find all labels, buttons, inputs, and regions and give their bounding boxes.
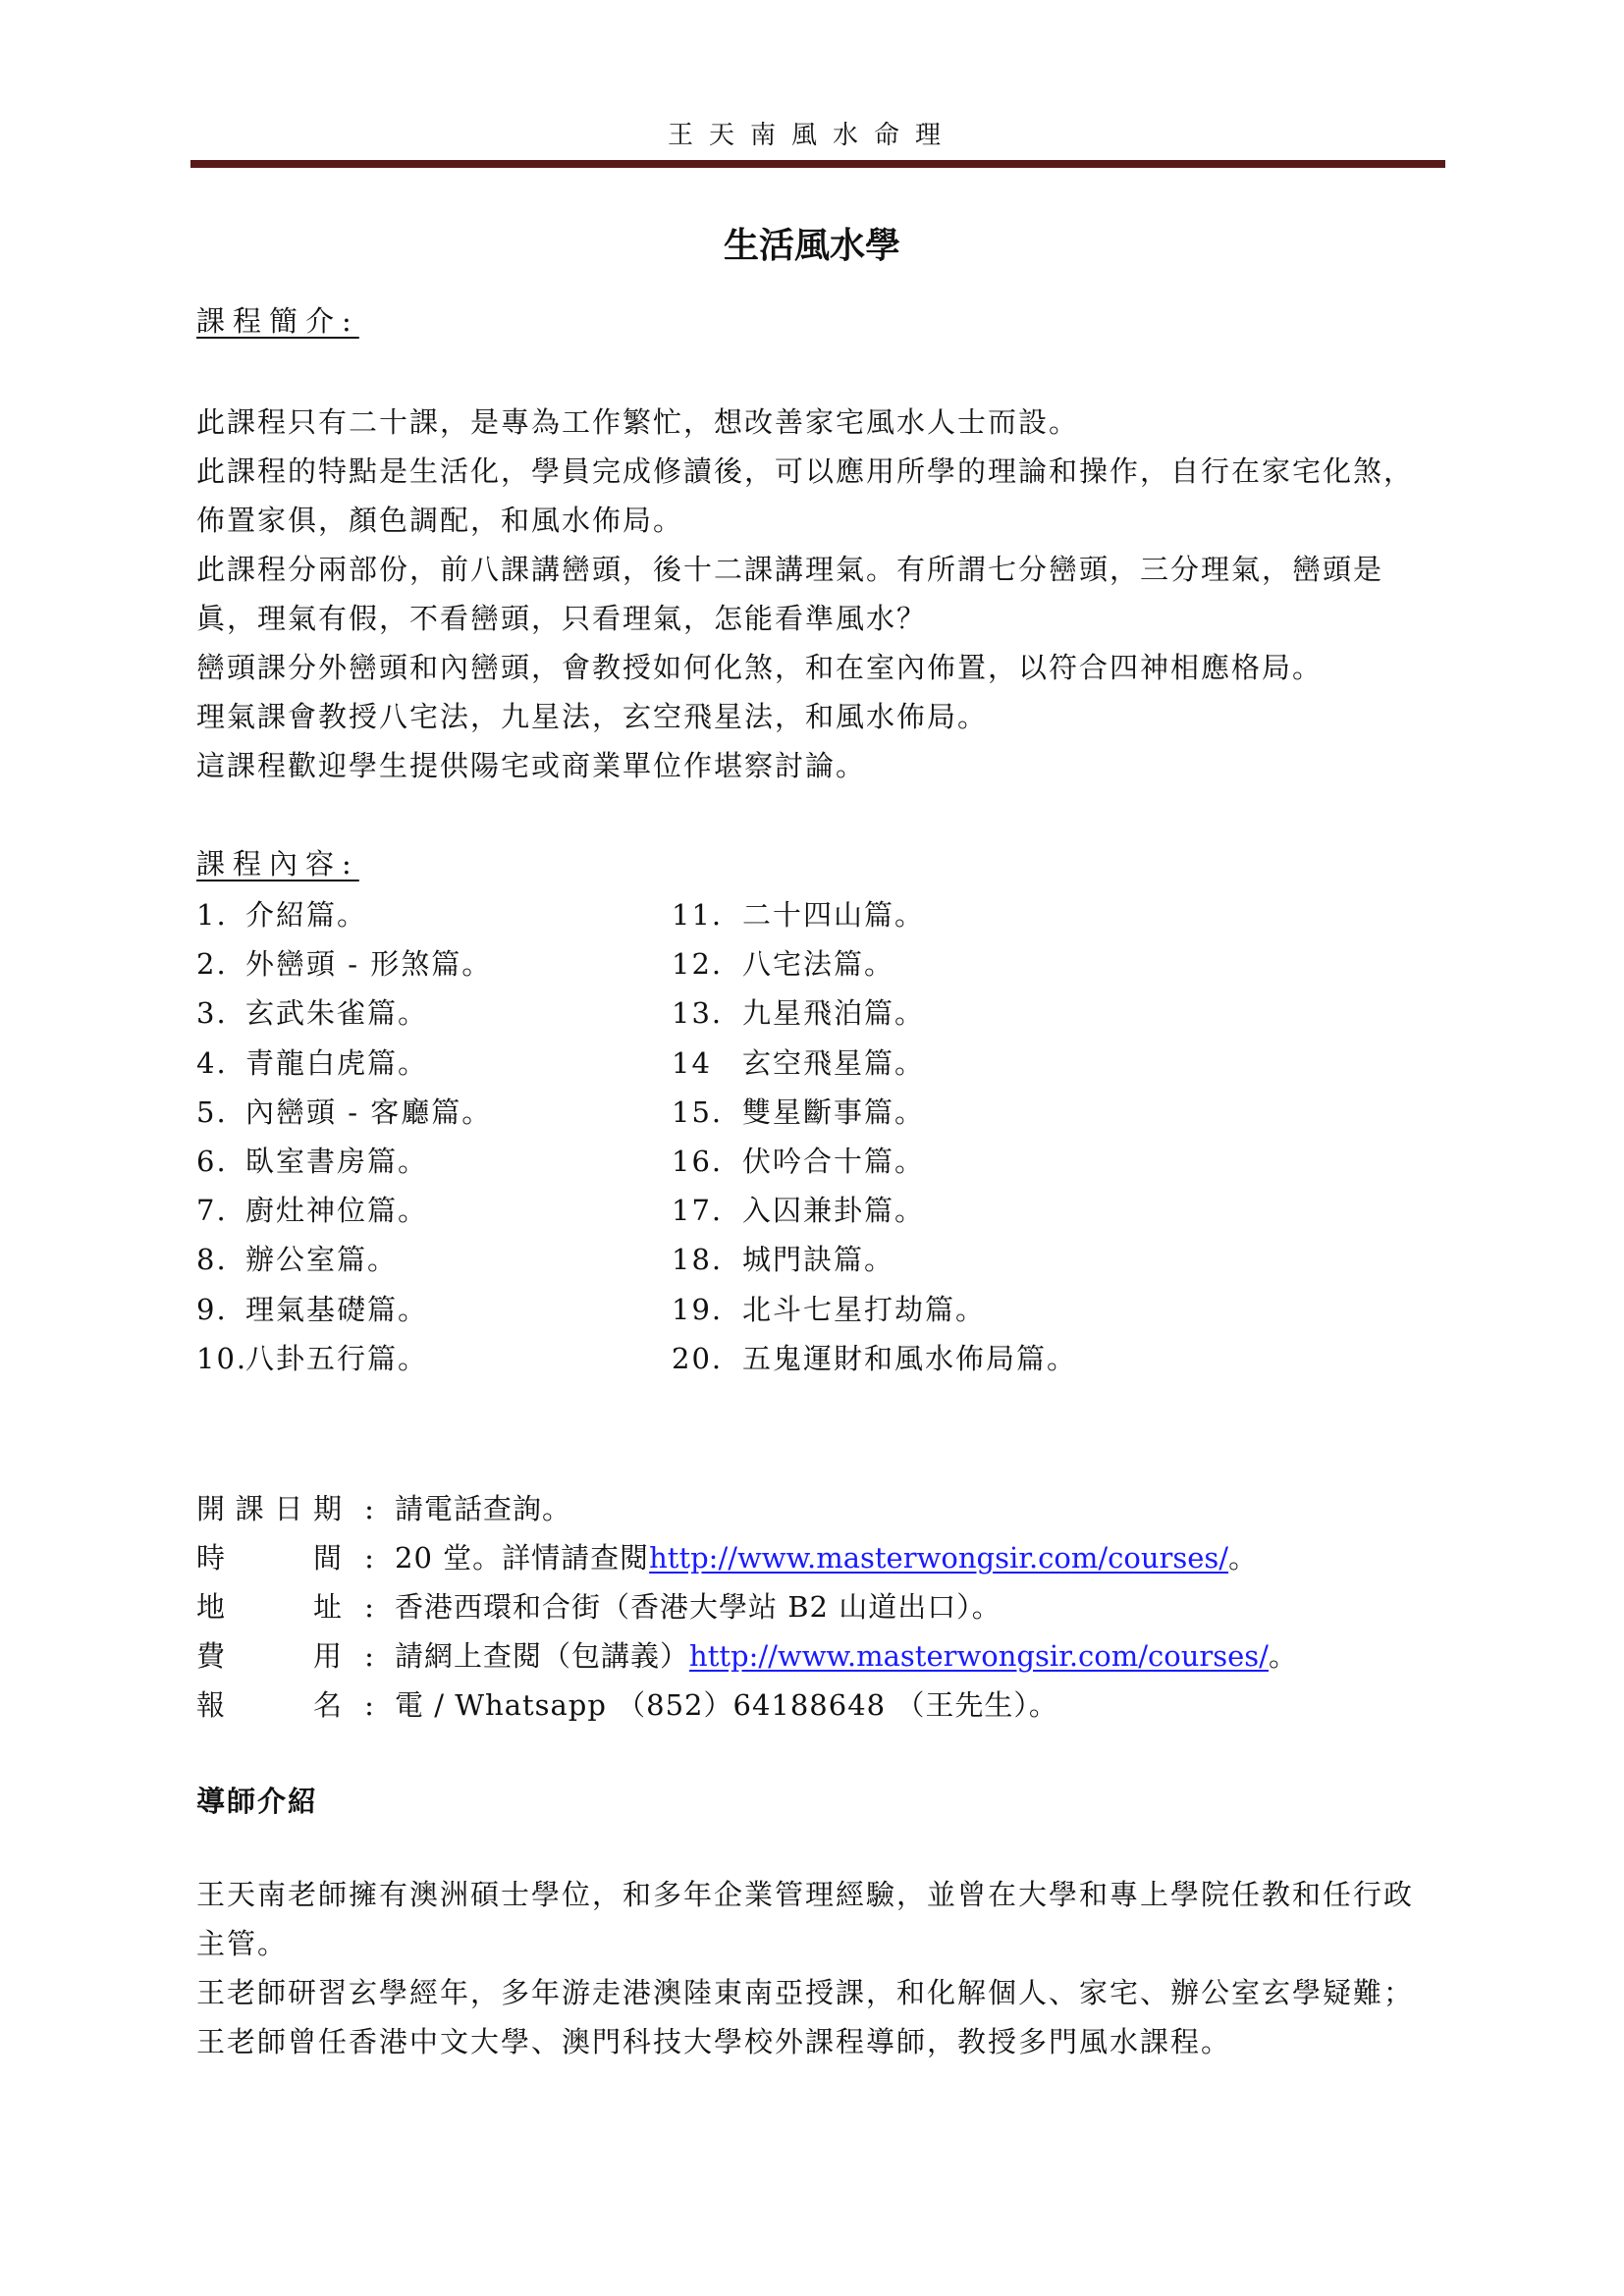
item-number: 10. xyxy=(196,1341,248,1375)
info-suffix: 。 xyxy=(1228,1541,1258,1575)
info-label: 時間 xyxy=(196,1541,344,1575)
intro-paragraph-6: 這課程歡迎學生提供陽宅或商業單位作堪察討論。 xyxy=(196,749,867,782)
info-colon: : xyxy=(364,1590,374,1624)
intro-paragraph-2: 此課程的特點是生活化，學員完成修讀後，可以應用所學的理論和操作，自行在家宅化煞，佈置家俱，顏色調配，和風水佈局。 xyxy=(196,454,1415,537)
info-colon: : xyxy=(364,1492,374,1525)
document-title: 生活風水學 xyxy=(723,225,900,266)
item-text: 玄武朱雀篇。 xyxy=(245,996,429,1031)
list-item xyxy=(196,1235,492,1284)
courses-link[interactable]: http://www.masterwongsir.com/courses/ xyxy=(649,1541,1229,1575)
item-text: 八卦五行篇。 xyxy=(245,1341,429,1375)
list-item xyxy=(672,1285,1077,1334)
intro-paragraph-3: 此課程分兩部份，前八課講巒頭，後十二課講理氣。有所謂七分巒頭，三分理氣，巒頭是眞，理氣有假，不看巒頭，只看理氣，怎能看準風水？ xyxy=(196,553,1384,635)
item-text: 五鬼運財和風水佈局篇。 xyxy=(742,1341,1078,1375)
list-item xyxy=(672,1039,1077,1088)
item-number: 3. xyxy=(196,996,228,1031)
item-text: 臥室書房篇。 xyxy=(245,1144,429,1178)
list-item xyxy=(196,988,492,1038)
info-colon: : xyxy=(364,1639,374,1673)
list-item xyxy=(196,1285,492,1334)
item-number: 16. xyxy=(672,1144,724,1178)
item-number: 1. xyxy=(196,898,228,932)
item-text: 青龍白虎篇。 xyxy=(245,1045,429,1080)
list-item xyxy=(196,1334,492,1383)
intro-heading: 課程簡介: xyxy=(196,304,359,338)
item-number: 4. xyxy=(196,1045,228,1080)
info-label: 地址 xyxy=(196,1590,344,1624)
content-heading: 課程內容: xyxy=(196,847,359,881)
item-number: 2. xyxy=(196,947,228,982)
course-list-right xyxy=(672,890,1077,1383)
list-item xyxy=(196,1088,492,1137)
info-label: 開課日期 xyxy=(196,1492,344,1525)
list-item xyxy=(196,890,492,939)
list-item xyxy=(672,1235,1077,1284)
instructor-heading: 導師介紹 xyxy=(196,1785,319,1818)
info-value: 20 堂。詳情請查閱 xyxy=(395,1541,650,1575)
item-number: 6. xyxy=(196,1144,228,1178)
item-text: 辦公室篇。 xyxy=(245,1243,399,1277)
info-suffix: 。 xyxy=(1268,1639,1297,1673)
intro-paragraph-1: 此課程只有二十課，是專為工作繁忙，想改善家宅風水人士而設。 xyxy=(196,405,1080,439)
list-item xyxy=(196,1137,492,1186)
list-item xyxy=(196,1039,492,1088)
list-item xyxy=(672,890,1077,939)
instructor-paragraph-1: 王天南老師擁有澳洲碩士學位，和多年企業管理經驗，並曾在大學和專上學院任教和任行政主管。 xyxy=(196,1878,1415,1960)
item-number: 17. xyxy=(672,1194,724,1228)
item-number: 14 xyxy=(672,1045,712,1080)
item-text: 外巒頭 - 形煞篇。 xyxy=(245,947,493,982)
item-text: 北斗七星打劫篇。 xyxy=(742,1292,987,1326)
info-value: 請電話查詢。 xyxy=(395,1492,572,1525)
list-item xyxy=(672,939,1077,988)
item-text: 玄空飛星篇。 xyxy=(742,1045,926,1080)
instructor-paragraph-2: 王老師研習玄學經年，多年游走港澳陸東南亞授課，和化解個人、家宅、辦公室玄學疑難；王老師曾任香港中文大學、澳門科技大學校外課程導師，教授多門風水課程。 xyxy=(196,1976,1415,2058)
item-text: 二十四山篇。 xyxy=(742,898,926,932)
info-label: 報名 xyxy=(196,1688,344,1722)
course-info xyxy=(196,1484,1297,1730)
info-label: 費用 xyxy=(196,1639,344,1673)
item-text: 九星飛泊篇。 xyxy=(742,996,926,1031)
item-number: 12. xyxy=(672,947,724,982)
item-number: 20. xyxy=(672,1341,724,1375)
info-row-date xyxy=(196,1484,1297,1533)
list-item xyxy=(672,1186,1077,1235)
item-number: 13. xyxy=(672,996,724,1031)
info-colon: : xyxy=(364,1541,374,1575)
page-header: 王天南風水命理 xyxy=(667,121,956,150)
course-list-left xyxy=(196,890,492,1383)
info-row-address xyxy=(196,1582,1297,1631)
item-number: 19. xyxy=(672,1292,724,1326)
info-value: 電 / Whatsapp （852）64188648 （王先生）。 xyxy=(395,1688,1058,1722)
item-text: 入囚兼卦篇。 xyxy=(742,1194,926,1228)
list-item xyxy=(672,1137,1077,1186)
item-number: 15. xyxy=(672,1095,724,1129)
info-value: 請網上查閱（包講義） xyxy=(395,1639,690,1673)
item-text: 介紹篇。 xyxy=(245,898,368,932)
item-number: 9. xyxy=(196,1292,228,1326)
item-text: 內巒頭 - 客廳篇。 xyxy=(245,1095,493,1129)
item-text: 伏吟合十篇。 xyxy=(742,1144,926,1178)
courses-link[interactable]: http://www.masterwongsir.com/courses/ xyxy=(689,1639,1269,1673)
intro-paragraph-5: 理氣課會教授八宅法，九星法，玄空飛星法，和風水佈局。 xyxy=(196,700,989,733)
header-divider xyxy=(190,160,1445,168)
list-item xyxy=(672,1334,1077,1383)
item-text: 八宅法篇。 xyxy=(742,947,895,982)
info-row-time xyxy=(196,1533,1297,1582)
info-row-fee xyxy=(196,1631,1297,1681)
item-text: 雙星斷事篇。 xyxy=(742,1095,926,1129)
info-value: 香港西環和合街（香港大學站 B2 山道出口）。 xyxy=(395,1590,1001,1624)
item-number: 11. xyxy=(672,898,724,932)
item-text: 廚灶神位篇。 xyxy=(245,1194,429,1228)
item-number: 5. xyxy=(196,1095,228,1129)
intro-paragraph-4: 巒頭課分外巒頭和內巒頭，會教授如何化煞，和在室內佈置，以符合四神相應格局。 xyxy=(196,651,1324,684)
list-item xyxy=(196,939,492,988)
info-colon: : xyxy=(364,1688,374,1722)
item-number: 8. xyxy=(196,1243,228,1277)
item-number: 7. xyxy=(196,1194,228,1228)
item-text: 理氣基礎篇。 xyxy=(245,1292,429,1326)
list-item xyxy=(672,988,1077,1038)
item-number: 18. xyxy=(672,1243,724,1277)
list-item xyxy=(196,1186,492,1235)
info-row-signup xyxy=(196,1681,1297,1730)
list-item xyxy=(672,1088,1077,1137)
item-text: 城門訣篇。 xyxy=(742,1243,895,1277)
